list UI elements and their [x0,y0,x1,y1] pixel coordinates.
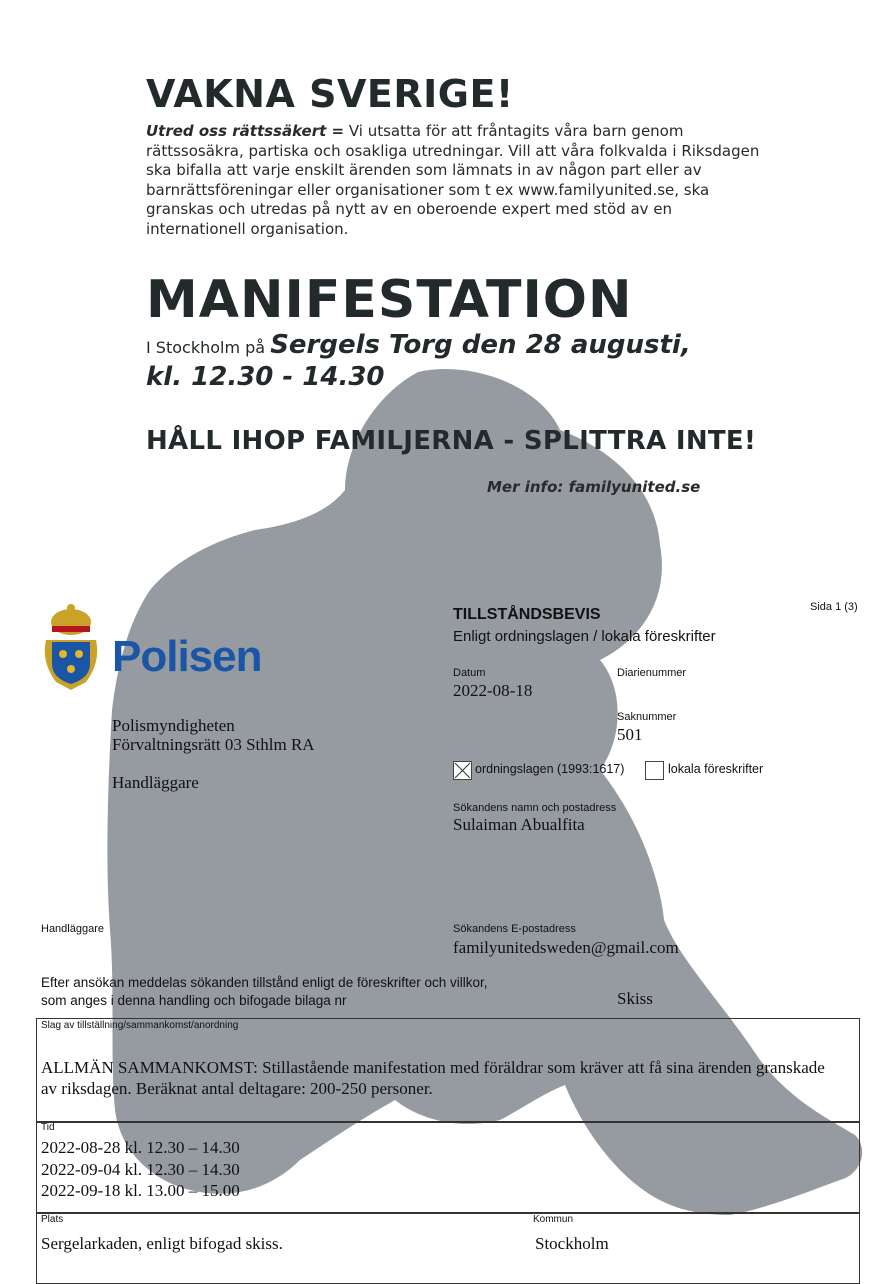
page-number: Sida 1 (3) [810,601,858,613]
tid-list [41,1137,240,1202]
intro-bold: Utred oss rättssäkert = [146,122,345,140]
datum-value: 2022-08-18 [453,681,533,700]
applicant-name: Sulaiman Abualfita [453,815,585,834]
authority [112,716,315,754]
notice-line2: som anges i denna handling och bifogade bilaga nr [41,993,347,1008]
email-label: Sökandens E-postadress [453,923,576,935]
plats-value: Sergelarkaden, enligt bifogad skiss. [41,1234,283,1253]
saknummer-value: 501 [617,725,643,744]
tid-item: 2022-09-04 kl. 12.30 – 14.30 [41,1159,240,1179]
event-time: kl. 12.30 - 14.30 [146,362,385,392]
checkbox-ordningslagen[interactable] [453,761,472,780]
notice-line1: Efter ansökan meddelas sökanden tillstånd enligt de föreskrifter och villkor, [41,975,488,990]
attachment-value: Skiss [617,989,653,1008]
notice [41,974,488,1010]
handlaggare-heading: Handläggare [112,773,199,792]
kommun-value: Stockholm [535,1234,609,1253]
police-crest-icon [36,602,106,692]
permit-title: TILLSTÅNDSBEVIS [453,606,601,623]
authority-line2: Förvaltningsrätt 03 Sthlm RA [112,735,315,754]
intro-text: Vi utsatta för att fråntagits våra barn genom rättssosäkra, partiska och osakliga utredningar. Vill att våra folkvalda i Riksdagen ska bifalla att varje enskilt ärenden som lämnats in av någon part eller av barnrättsföreningar eller organisationer som t ex www.familyunited.se, ska granskas och utredas på nytt av en oberoende expert med stöd av en internationell organisation. [146,122,760,238]
tid-item: 2022-09-18 kl. 13.00 – 15.00 [41,1181,240,1200]
kommun-label: Kommun [533,1214,574,1225]
authority-line1: Polismyndigheten [112,716,235,735]
check-cross-icon [454,762,471,779]
type-label: Slag av tillställning/sammankomst/anordning [41,1020,239,1031]
applicant-label: Sökandens namn och postadress [453,802,617,814]
handlaggare-label: Handläggare [41,923,104,935]
location-prefix: I Stockholm på [146,338,266,357]
checkbox-lokala[interactable] [645,761,664,780]
event-title: MANIFESTATION [146,270,633,330]
location-main: Sergels Torg den 28 augusti, [270,330,691,360]
more-info: Mer info: familyunited.se [487,478,701,496]
diarienummer-label: Diarienummer [617,667,687,679]
plats-label: Plats [41,1214,64,1225]
type-text: ALLMÄN SAMMANKOMST: Stillastående manifestation med föräldrar som kräver att få sina ärenden granskade av riksdagen. Beräknat antal deltagare: 200-250 personer. [41,1058,825,1098]
event-location [146,330,691,360]
tid-label: Tid [41,1122,55,1133]
email-value: familyunitedsweden@gmail.com [453,938,679,957]
checkbox-ordningslagen-label: ordningslagen (1993:1617) [475,762,625,776]
slogan: HÅLL IHOP FAMILJERNA - SPLITTRA INTE! [146,426,757,456]
headline: VAKNA SVERIGE! [146,72,514,116]
datum-label: Datum [453,667,486,679]
polisen-logo-text: Polisen [112,632,262,681]
tid-item: 2022-08-28 kl. 12.30 – 14.30 [41,1138,240,1157]
permit-subtitle: Enligt ordningslagen / lokala föreskrifter [453,628,716,645]
saknummer-label: Saknummer [617,711,677,723]
checkbox-lokala-label: lokala föreskrifter [668,762,764,776]
intro-paragraph [146,122,766,239]
